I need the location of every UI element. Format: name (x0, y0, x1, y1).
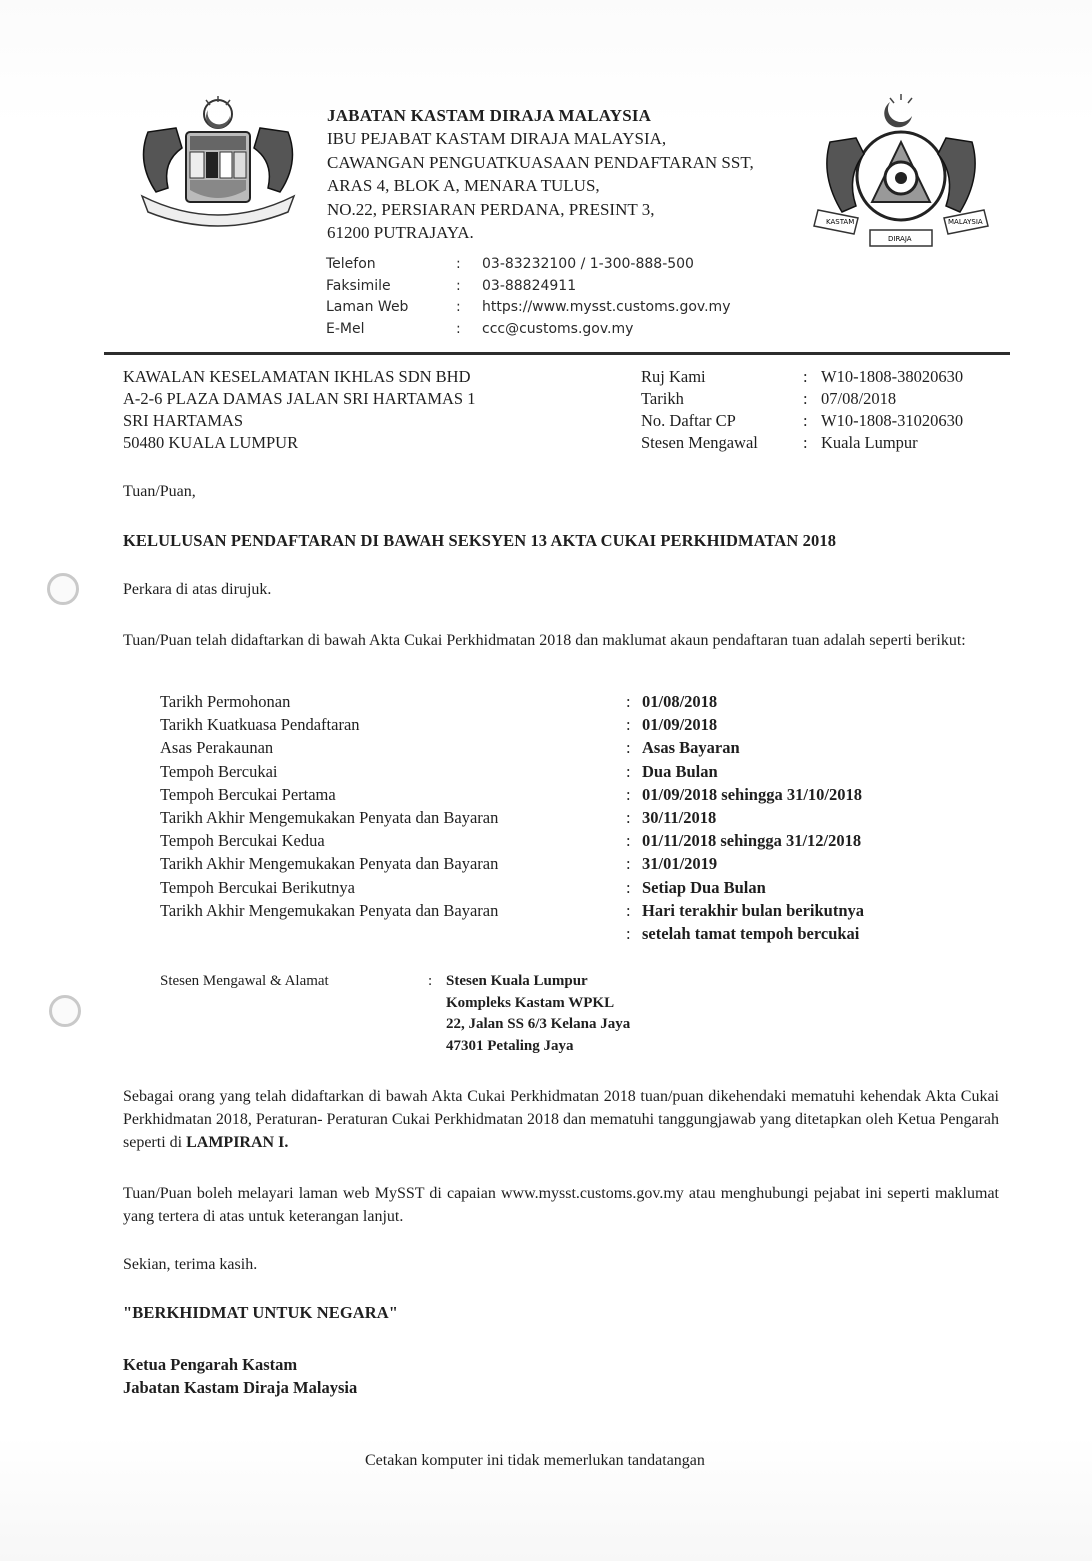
svg-text:DIRAJA: DIRAJA (888, 235, 912, 243)
header-address-line: ARAS 4, BLOK A, MENARA TULUS, (327, 176, 600, 195)
contact-phone: 03-83232100 / 1-300-888-500 (482, 256, 694, 272)
station-label: Stesen Mengawal & Alamat (160, 973, 329, 989)
detail-separator: : (626, 738, 631, 758)
detail-row (160, 738, 864, 761)
svg-text:KASTAM: KASTAM (826, 218, 855, 226)
detail-label: Tarikh Akhir Mengemukakan Penyata dan Bayaran (160, 854, 499, 874)
detail-separator: : (626, 784, 631, 804)
contact-label: Laman Web (326, 299, 409, 315)
detail-separator: : (626, 807, 631, 827)
detail-row (160, 854, 864, 877)
reference-value: Kuala Lumpur (821, 433, 918, 452)
organization-name: JABATAN KASTAM DIRAJA MALAYSIA (327, 106, 652, 125)
registration-details (160, 692, 864, 947)
malaysia-coat-of-arms-icon (128, 92, 308, 232)
station-row (160, 1038, 630, 1060)
salutation: Tuan/Puan, (123, 483, 196, 500)
detail-row (160, 785, 864, 808)
contact-row-laman-web (326, 299, 730, 321)
header-address-line: IBU PEJABAT KASTAM DIRAJA MALAYSIA, (327, 129, 667, 148)
controlling-station-block (160, 973, 630, 1059)
station-row (160, 1016, 630, 1038)
reference-separator: : (803, 433, 808, 452)
svg-text:MALAYSIA: MALAYSIA (948, 218, 983, 226)
contact-fax: 03-88824911 (482, 277, 577, 294)
contact-separator: : (456, 320, 461, 337)
detail-label: Tarikh Akhir Mengemukakan Penyata dan Bayaran (160, 807, 499, 827)
detail-label: Tarikh Permohonan (160, 692, 291, 711)
reference-value: W10-1808-31020630 (821, 411, 964, 430)
detail-label: Tempoh Bercukai (160, 761, 278, 781)
contact-website-link[interactable]: https://www.mysst.customs.gov.my (482, 299, 731, 315)
contact-label: Faksimile (326, 277, 391, 294)
header-address (327, 127, 754, 245)
reference-label: No. Daftar CP (641, 411, 736, 430)
detail-row (160, 692, 864, 715)
station-row (160, 995, 630, 1017)
spacer (160, 1016, 428, 1038)
recipient-line: 50480 KUALA LUMPUR (123, 433, 299, 452)
detail-label: Tempoh Bercukai Berikutnya (160, 877, 355, 897)
reference-separator: : (803, 411, 808, 430)
closing-text: Sekian, terima kasih. (123, 1256, 258, 1273)
signatory-block (123, 1353, 357, 1399)
contact-separator: : (456, 256, 461, 272)
detail-row (160, 715, 864, 738)
detail-label: Tarikh Kuatkuasa Pendaftaran (160, 715, 360, 735)
header-address-line: 61200 PUTRAJAYA. (327, 223, 474, 242)
contact-label: E-Mel (326, 320, 365, 337)
detail-separator: : (626, 692, 631, 711)
detail-value: 01/09/2018 sehingga 31/10/2018 (642, 784, 863, 804)
detail-separator: : (626, 854, 631, 874)
detail-row (160, 762, 864, 785)
detail-row (160, 808, 864, 831)
footer-note: Cetakan komputer ini tidak memerlukan tandatangan (365, 1452, 705, 1469)
detail-value: Hari terakhir bulan berikutnya (642, 900, 865, 920)
reference-block (641, 366, 963, 454)
contact-separator: : (456, 277, 461, 294)
detail-value: Setiap Dua Bulan (642, 877, 766, 897)
motto: "BERKHIDMAT UNTUK NEGARA" (123, 1303, 399, 1322)
recipient-line: KAWALAN KESELAMATAN IKHLAS SDN BHD (123, 367, 471, 386)
station-line: Kompleks Kastam WPKL (446, 994, 615, 1011)
detail-separator: : (626, 900, 631, 920)
station-row (160, 973, 630, 995)
intro-paragraph: Tuan/Puan telah didaftarkan di bawah Akta Cukai Perkhidmatan 2018 dan maklumat akaun pendaftaran tuan adalah seperti berikut: (123, 632, 966, 649)
reference-row (641, 410, 963, 432)
reference-row (641, 432, 963, 454)
station-line: 47301 Petaling Jaya (446, 1037, 574, 1054)
detail-row (160, 924, 864, 947)
reference-row (641, 388, 963, 410)
contact-label: Telefon (326, 256, 376, 272)
recipient-address (123, 366, 475, 454)
reference-value: W10-1808-38020630 (821, 367, 964, 386)
contact-row-telefon (326, 256, 730, 278)
signatory-title: Ketua Pengarah Kastam (123, 1355, 298, 1374)
detail-label: Tempoh Bercukai Pertama (160, 784, 336, 804)
contact-row-faksimile (326, 278, 730, 300)
station-separator: : (428, 973, 433, 989)
station-line: Stesen Kuala Lumpur (446, 973, 588, 989)
header-divider (104, 352, 1010, 355)
reference-label: Ruj Kami (641, 367, 706, 386)
reference-row (641, 366, 963, 388)
detail-value: 01/09/2018 (642, 715, 718, 735)
reference-separator: : (803, 389, 808, 408)
detail-row (160, 878, 864, 901)
detail-separator: : (626, 715, 631, 735)
appendix-reference: LAMPIRAN I. (186, 1134, 289, 1151)
contact-separator: : (456, 299, 461, 315)
detail-value: 30/11/2018 (642, 807, 717, 827)
recipient-line: A-2-6 PLAZA DAMAS JALAN SRI HARTAMAS 1 (123, 389, 476, 408)
detail-separator: : (626, 877, 631, 897)
detail-label: Asas Perakaunan (160, 738, 274, 758)
detail-label: Tempoh Bercukai Kedua (160, 831, 325, 851)
detail-value: Dua Bulan (642, 761, 718, 781)
recipient-line: SRI HARTAMAS (123, 411, 244, 430)
spacer (428, 995, 446, 1017)
detail-row (160, 831, 864, 854)
spacer (160, 1038, 428, 1060)
compliance-paragraph (123, 1085, 999, 1154)
punch-hole-mark (49, 995, 81, 1027)
detail-value: Asas Bayaran (642, 738, 740, 758)
detail-label (160, 924, 626, 947)
detail-row (160, 901, 864, 924)
station-line: 22, Jalan SS 6/3 Kelana Jaya (446, 1016, 631, 1032)
detail-value: 31/01/2019 (642, 854, 718, 874)
contact-block (326, 256, 730, 342)
punch-hole-mark (47, 573, 79, 605)
detail-separator: : (626, 831, 631, 851)
intro-text: Perkara di atas dirujuk. (123, 581, 272, 598)
contact-row-email (326, 321, 730, 343)
detail-separator: : (626, 761, 631, 781)
reference-separator: : (803, 367, 808, 386)
detail-value: 01/11/2018 sehingga 31/12/2018 (642, 831, 862, 851)
spacer (428, 1038, 446, 1060)
spacer (160, 995, 428, 1017)
detail-value: 01/08/2018 (642, 692, 718, 711)
signatory-department: Jabatan Kastam Diraja Malaysia (123, 1378, 358, 1397)
header-address-line: NO.22, PERSIARAN PERDANA, PRESINT 3, (327, 199, 655, 219)
reference-value: 07/08/2018 (821, 389, 897, 408)
letter-subject: KELULUSAN PENDAFTARAN DI BAWAH SEKSYEN 13 AKTA CUKAI PERKHIDMATAN 2018 (123, 531, 837, 550)
detail-label: Tarikh Akhir Mengemukakan Penyata dan Bayaran (160, 900, 499, 920)
detail-separator: : (626, 923, 631, 943)
header-address-line: CAWANGAN PENGUATKUASAAN PENDAFTARAN SST, (327, 152, 754, 172)
reference-label: Tarikh (641, 389, 684, 408)
compliance-text: Sebagai orang yang telah didaftarkan di bawah Akta Cukai Perkhidmatan 2018 tuan/puan dikehendaki mematuhi kehendak Akta Cukai Perkhidmatan 2018, Peraturan- Peraturan Cukai Perkhidmatan 2018 dan mematuhi tanggungjawab yang ditetapkan oleh Ketua Pengarah seperti di (123, 1088, 999, 1151)
website-paragraph: Tuan/Puan boleh melayari laman web MySST di capaian www.mysst.customs.gov.my atau menghubungi pejabat ini seperti maklumat yang tertera di atas untuk keterangan lanjut. (123, 1185, 999, 1225)
reference-label: Stesen Mengawal (641, 433, 758, 452)
royal-customs-emblem-icon (812, 92, 990, 252)
detail-value: setelah tamat tempoh bercukai (642, 923, 860, 943)
spacer (428, 1016, 446, 1038)
contact-email-link[interactable]: ccc@customs.gov.my (482, 320, 634, 337)
